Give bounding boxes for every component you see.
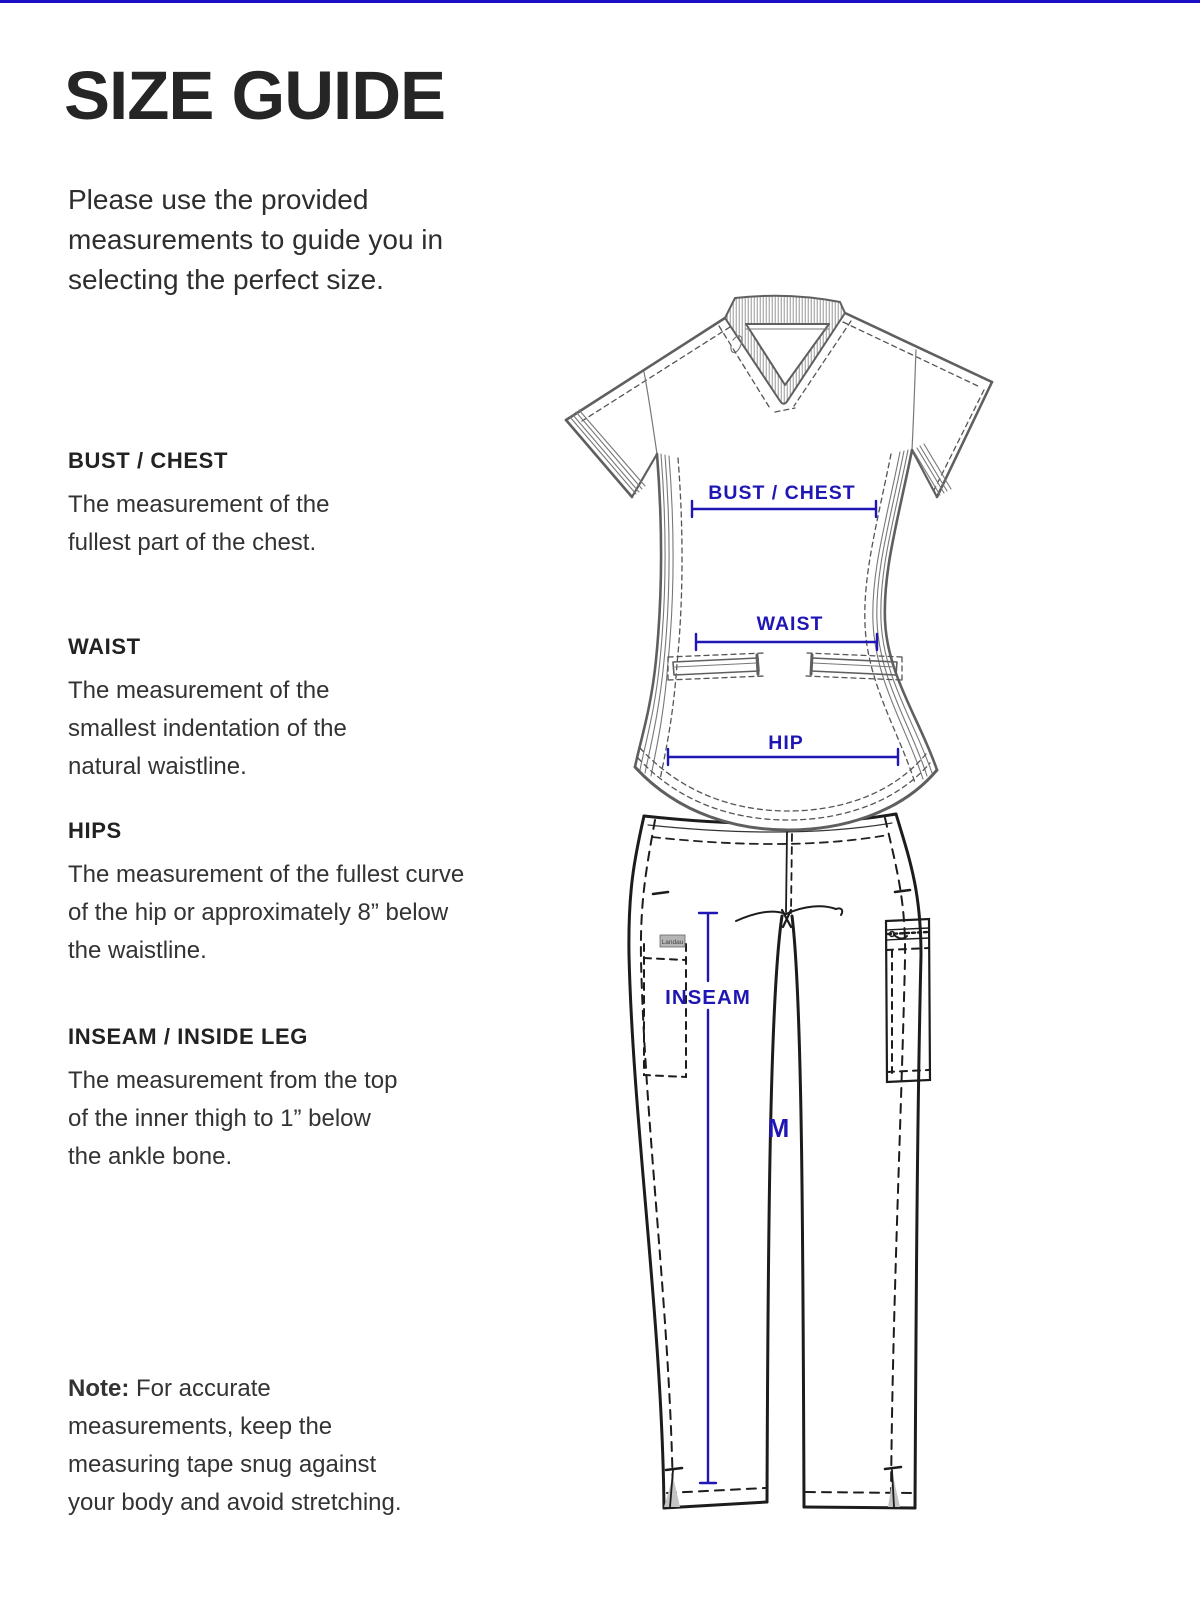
note-label: Note: bbox=[68, 1375, 130, 1402]
section-body: The measurement of the smallest indentation of the natural waistline. bbox=[68, 677, 347, 780]
inseam-measure-label: INSEAM bbox=[665, 986, 751, 1009]
section-bust-chest bbox=[68, 446, 353, 562]
size-indicator-label: M bbox=[767, 1113, 791, 1143]
hip-measure-label: HIP bbox=[768, 732, 804, 754]
page-title: SIZE GUIDE bbox=[64, 57, 446, 134]
section-heading: BUST / CHEST bbox=[68, 448, 228, 473]
scrub-pants-illustration bbox=[629, 814, 930, 1508]
section-body: The measurement from the top of the inner thigh to 1” below the ankle bone. bbox=[68, 1067, 398, 1170]
note-text: For accurate measurements, keep the measuring tape snug against your body and avoid stretching. bbox=[68, 1375, 402, 1516]
section-heading: HIPS bbox=[68, 818, 122, 843]
section-body: The measurement of the fullest curve of the hip or approximately 8” below the waistline. bbox=[68, 861, 465, 964]
size-diagram bbox=[540, 280, 1020, 1530]
brand-tag: Landau bbox=[661, 939, 684, 946]
section-hips bbox=[68, 816, 470, 970]
waist-measure-label: WAIST bbox=[756, 613, 824, 635]
section-inseam bbox=[68, 1022, 403, 1176]
section-body: The measurement of the fullest part of the chest. bbox=[68, 491, 330, 556]
measurement-note bbox=[68, 1370, 420, 1522]
pants-silhouette bbox=[629, 814, 921, 1508]
section-heading: INSEAM / INSIDE LEG bbox=[68, 1024, 308, 1049]
intro-text: Please use the provided measurements to guide you in selecting the perfect size. bbox=[68, 184, 444, 295]
section-heading: WAIST bbox=[68, 634, 141, 659]
section-waist bbox=[68, 632, 413, 786]
bust-measure-label: BUST / CHEST bbox=[708, 482, 856, 504]
top-accent-bar bbox=[0, 0, 1200, 3]
